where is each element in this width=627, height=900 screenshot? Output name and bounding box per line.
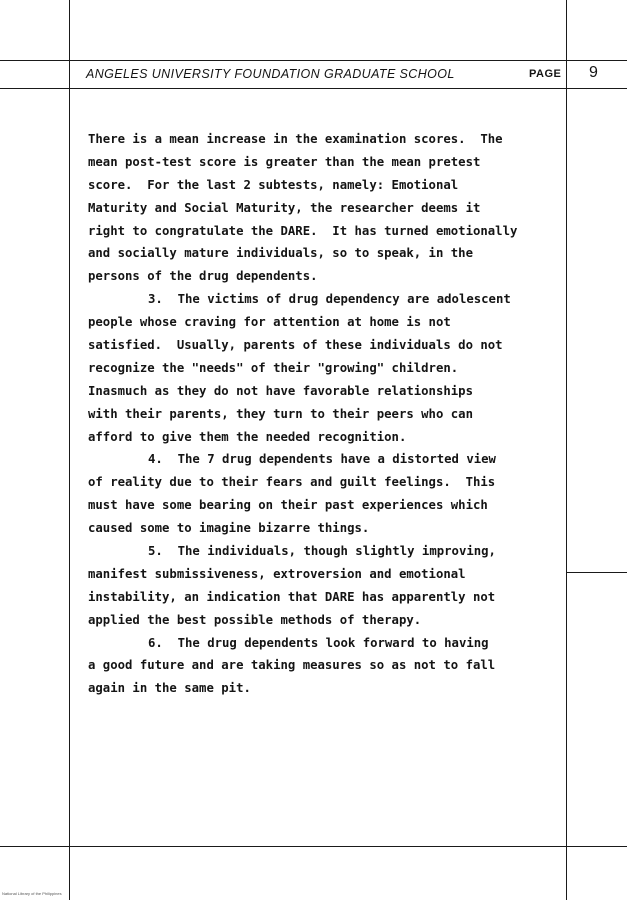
numbered-point-4: 4. The 7 drug dependents have a distorted view	[148, 452, 496, 467]
text-line: applied the best possible methods of therapy.	[88, 612, 422, 627]
text-line: people whose craving for attention at home is not	[88, 315, 451, 330]
numbered-point-6: 6. The drug dependents look forward to having	[148, 635, 489, 650]
text-line: Inasmuch as they do not have favorable relationships	[88, 383, 473, 398]
text-line: again in the same pit.	[88, 681, 251, 696]
footer-rule	[0, 846, 627, 847]
text-line: There is a mean increase in the examination scores. The	[88, 132, 503, 146]
header-top-rule	[0, 60, 627, 61]
right-column-divider	[566, 572, 627, 573]
text-line: satisfied. Usually, parents of these individuals do not	[88, 338, 503, 353]
text-line: and socially mature individuals, so to speak, in the	[88, 246, 473, 261]
page-label: PAGE	[529, 68, 562, 80]
header-title: ANGELES UNIVERSITY FOUNDATION GRADUATE SCHOOL	[86, 67, 455, 81]
text-line: of reality due to their fears and guilt feelings. This	[88, 475, 496, 490]
text-line: instability, an indication that DARE has apparently not	[88, 589, 496, 604]
text-line: score. For the last 2 subtests, namely: Emotional	[88, 177, 459, 192]
text-line: with their parents, they turn to their peers who can	[88, 406, 473, 421]
left-margin-rule	[69, 0, 70, 900]
text-line: afford to give them the needed recognition.	[88, 429, 407, 444]
document-body	[88, 128, 568, 700]
numbered-point-5: 5. The individuals, though slightly improving,	[148, 544, 496, 559]
text-line: mean post-test score is greater than the mean pretest	[88, 154, 481, 169]
header-bottom-rule	[0, 88, 627, 89]
text-line: right to congratulate the DARE. It has turned emotionally	[88, 223, 518, 238]
text-line: manifest submissiveness, extroversion and emotional	[88, 566, 466, 581]
text-line: must have some bearing on their past experiences which	[88, 498, 488, 513]
text-line: persons of the drug dependents.	[88, 269, 318, 284]
page-number: 9	[589, 64, 598, 81]
text-line: caused some to imagine bizarre things.	[88, 521, 370, 536]
text-line: Maturity and Social Maturity, the researcher deems it	[88, 200, 481, 215]
text-line: a good future and are taking measures so as not to fall	[88, 658, 496, 673]
numbered-point-3: 3. The victims of drug dependency are adolescent	[148, 292, 511, 307]
footer-note: National Library of the Philippines	[2, 891, 62, 896]
text-line: recognize the "needs" of their "growing" children.	[88, 360, 459, 375]
